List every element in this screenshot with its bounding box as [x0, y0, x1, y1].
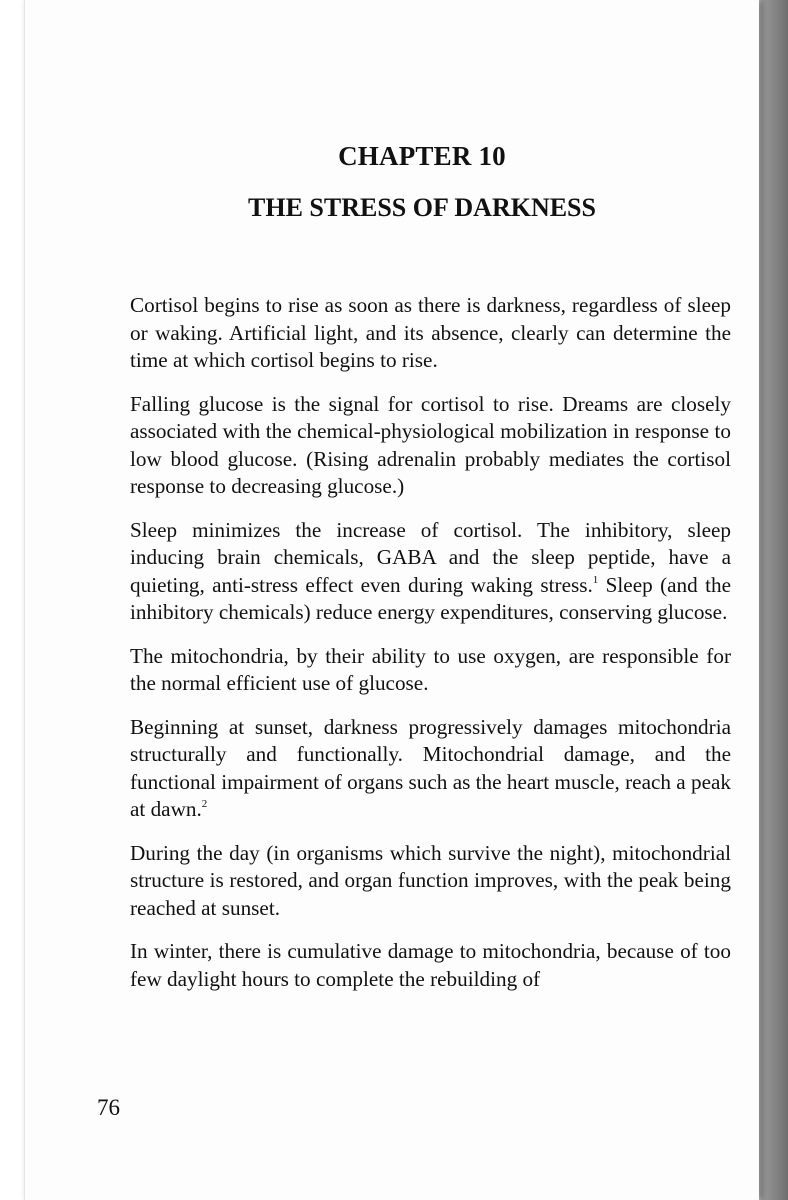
book-page [24, 0, 759, 1200]
paragraph: The mitochondria, by their ability to use oxygen, are responsible for the normal efficient use of glucose. [130, 643, 731, 695]
paragraph: Falling glucose is the signal for cortisol to rise. Dreams are closely associated with the chemical-physiological mobilization in response to low blood glucose. (Rising adrenalin probably mediates the cortisol response to decreasing glucose.) [130, 391, 731, 498]
paragraph: In winter, there is cumulative damage to mitochondria, because of too few daylight hours to complete the rebuilding of [130, 939, 731, 991]
chapter-body [130, 292, 731, 993]
page-number: 76 [97, 1095, 120, 1120]
paragraph: Cortisol begins to rise as soon as there is darkness, regardless of sleep or waking. Artificial light, and its absence, clearly can determine the time at which cortisol begins to rise. [130, 293, 731, 372]
page-content [130, 136, 731, 1009]
paragraph: Sleep minimizes the increase of cortisol. The inhibitory, sleep inducing brain chemicals, GABA and the sleep peptide, have a quieting, anti-stress effect even during waking stress.$^1$ Sleep (and the inhibitory chemicals) reduce energy expenditures, conserving glucose. [130, 517, 731, 624]
paragraph: Beginning at sunset, darkness progressively damages mitochondria structurally and functionally. Mitochondrial damage, and the functional impairment of organs such as the heart muscle, reach a peak at dawn.$^2$ [130, 714, 731, 821]
chapter-number: CHAPTER 10 [338, 141, 506, 171]
footnote-marker: 1 [592, 573, 599, 586]
chapter-title: THE STRESS OF DARKNESS [248, 193, 596, 222]
footnote-marker: 2 [201, 798, 208, 810]
paragraph: During the day (in organisms which survive the night), mitochondrial structure is restored, and organ function improves, with the peak being reached at sunset. [130, 840, 731, 920]
